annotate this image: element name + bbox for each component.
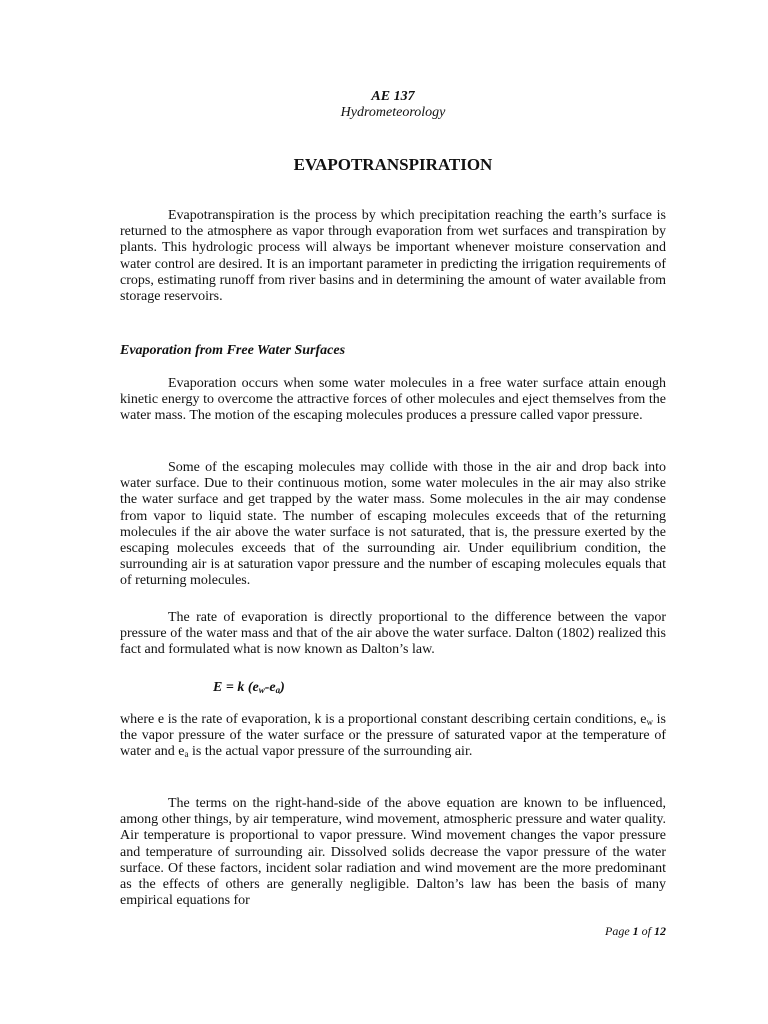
page-total: 12 xyxy=(654,924,666,938)
document-title: EVAPOTRANSPIRATION xyxy=(293,155,493,174)
document-page xyxy=(120,0,666,1024)
where-part-3: is the actual vapor pressure of the surrounding air. xyxy=(188,744,473,760)
page-number xyxy=(605,924,666,938)
section-heading: Evaporation from Free Water Surfaces xyxy=(120,343,346,358)
equation-sub-a: a xyxy=(275,685,281,695)
course-title: Hydrometeorology xyxy=(340,105,446,120)
page-word: Page xyxy=(605,924,630,938)
where-part-2: is the vapor pressure of the water surface or the pressure of saturated vapor at the temperature of water and e xyxy=(120,712,666,760)
equation-minus: -e xyxy=(264,680,276,695)
where-part-1: where e is the rate of evaporation, k is a proportional constant describing certain conditions, e xyxy=(120,712,647,727)
paragraph-equation-terms xyxy=(120,712,666,761)
paragraph-influencing-factors: The terms on the right-hand-side of the above equation are known to be influenced, among other things, by air temperature, wind movement, atmospheric pressure and water quality. Air temperature is proportional to vapor pressure. Wind movement changes the vapor pressure and temperature of surrounding air. Dissolved solids decrease the vapor pressure of the water surface. Of these factors, incident solar radiation and wind movement are the more predominant as the effects of others are generally negligible. Dalton’s law has been the basis of many empirical equations for xyxy=(120,796,666,909)
page-current: 1 xyxy=(632,924,639,938)
where-sub-w: w xyxy=(646,717,654,727)
paragraph-escaping-molecules: Some of the escaping molecules may collide with those in the air and drop back into water surface. Due to their continuous motion, some water molecules in the air may also strike the water surface and get trapped by the water mass. Some molecules in the air may condense from vapor to liquid state. The number of escaping molecules exceeds that of the returning molecules if the air above the water surface is not saturated, that is, the pressure exerted by the escaping molecules exceeds that of the surrounding air. Under equilibrium condition, the surrounding air is at saturation vapor pressure and the number of escaping molecules equals that of returning molecules. xyxy=(120,460,666,589)
equation-sub-w: w xyxy=(258,685,265,695)
equation-close: ) xyxy=(280,680,285,695)
daltons-law-equation xyxy=(213,680,285,696)
paragraph-evaporation-definition: Evaporation occurs when some water molecules in a free water surface attain enough kinetic energy to overcome the attractive forces of other molecules and eject themselves from the water mass. The motion of the escaping molecules produces a pressure called vapor pressure. xyxy=(120,376,666,424)
where-sub-a: a xyxy=(184,749,189,760)
paragraph-rate-of-evaporation: The rate of evaporation is directly proportional to the difference between the vapor pressure of the water mass and that of the air above the water surface. Dalton (1802) realized this fact and formulated what is now known as Dalton’s law. xyxy=(120,610,666,658)
equation-lhs: E = k (e xyxy=(213,680,259,695)
of-word: of xyxy=(641,924,651,938)
intro-paragraph: Evapotranspiration is the process by which precipitation reaching the earth’s surface is returned to the atmosphere as vapor through evaporation from wet surfaces and transpiration by plants. This hydrologic process will always be important whenever moisture conservation and water control are desired. It is an important parameter in predicting the irrigation requirements of crops, estimating runoff from river basins and in determining the amount of water available from storage reservoirs. xyxy=(120,208,666,305)
course-code: AE 137 xyxy=(371,89,415,104)
